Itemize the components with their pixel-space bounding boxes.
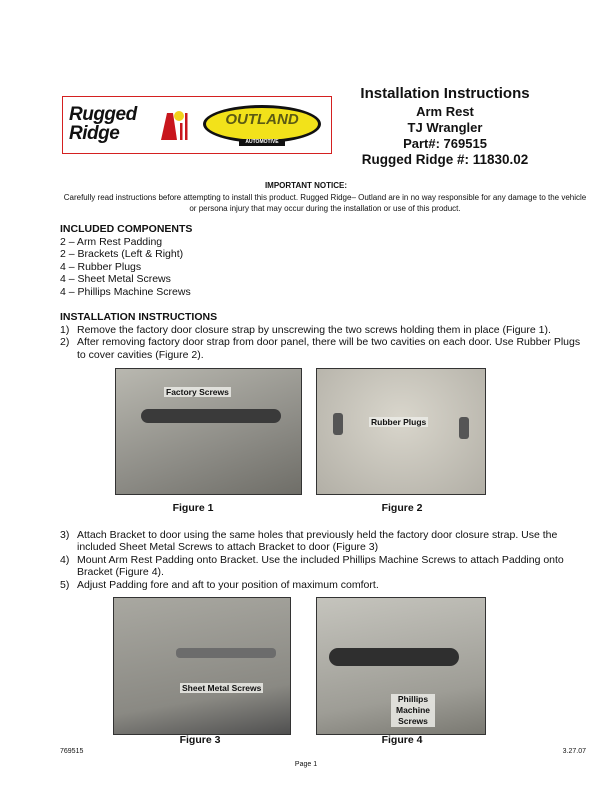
bracket — [176, 648, 276, 658]
steps-1-2 — [60, 324, 590, 361]
outland-logo: OUTLAND AUTOMOTIVE — [203, 105, 321, 143]
figure-caption: Figure 3 — [179, 734, 221, 746]
list-item: 4 – Phillips Machine Screws — [60, 285, 191, 298]
list-item: 4 – Rubber Plugs — [60, 260, 142, 273]
figure-label: Rubber Plugs — [371, 417, 427, 427]
step: 2) After removing factory door strap from door panel, there will be two cavities on each door. Use Rubber Plugs to cover cavities (Figure 2). — [60, 336, 581, 361]
rr-part-number: Rugged Ridge #: 11830.02 — [361, 152, 529, 167]
figure-caption: Figure 1 — [172, 502, 214, 514]
figure-2-photo — [316, 368, 486, 495]
figure-1-photo — [115, 368, 302, 495]
figure-label: Phillips Machine Screws — [391, 694, 435, 727]
part-number: Part#: 769515 — [403, 136, 487, 151]
list-item: 2 – Brackets (Left & Right) — [60, 248, 184, 261]
arm-rest-padding — [329, 648, 459, 666]
vehicle-name: TJ Wrangler — [407, 120, 483, 135]
step: 1) Remove the factory door closure strap by unscrewing the two screws holding them in place (Figure 1). — [60, 324, 551, 336]
page-number: Page 1 — [294, 761, 318, 768]
figure-label: Sheet Metal Screws — [182, 683, 262, 693]
figure-caption: Figure 2 — [381, 502, 423, 514]
page-title: Installation Instructions — [360, 85, 530, 102]
door-strap — [141, 409, 281, 423]
product-name: Arm Rest — [416, 104, 474, 119]
instructions-heading: INSTALLATION INSTRUCTIONS — [60, 311, 218, 323]
components-heading: INCLUDED COMPONENTS — [60, 223, 193, 235]
step: 3) Attach Bracket to door using the same holes that previously held the factory door closure strap. Use the included Sheet Metal Screws to attach Bracket to door (Figure 3) — [60, 529, 558, 554]
figure-4-photo — [316, 597, 486, 735]
step: 5) Adjust Padding fore and aft to your position of maximum comfort. — [60, 578, 379, 591]
figure-3-photo — [113, 597, 291, 735]
figure-caption: Figure 4 — [381, 734, 423, 746]
rugged-ridge-logo: Rugged Ridge — [69, 104, 137, 144]
footer-part: 769515 — [60, 748, 84, 755]
notice-heading: IMPORTANT NOTICE: — [264, 181, 348, 190]
list-item: 2 – Arm Rest Padding — [60, 236, 163, 248]
brand-logo — [62, 96, 332, 154]
steps-3-5 — [60, 529, 590, 591]
step: 4) Mount Arm Rest Padding onto Bracket. Use the included Phillips Machine Screws to attach Padding onto Bracket (Figure 4). — [60, 553, 564, 579]
rugged-ridge-mark-icon — [159, 107, 189, 141]
footer-date: 3.27.07 — [562, 748, 586, 755]
notice-text: Carefully read instructions before attempting to install this product. Rugged Ridge– Outland are in no way responsible for any damage to the vehicle or persona injury that may occur during the installation or use of this product. — [63, 193, 587, 213]
rubber-plug — [333, 413, 343, 435]
list-item: 4 – Sheet Metal Screws — [60, 273, 171, 286]
figure-label: Factory Screws — [166, 387, 229, 397]
components-list — [60, 236, 191, 298]
rubber-plug — [459, 417, 469, 439]
